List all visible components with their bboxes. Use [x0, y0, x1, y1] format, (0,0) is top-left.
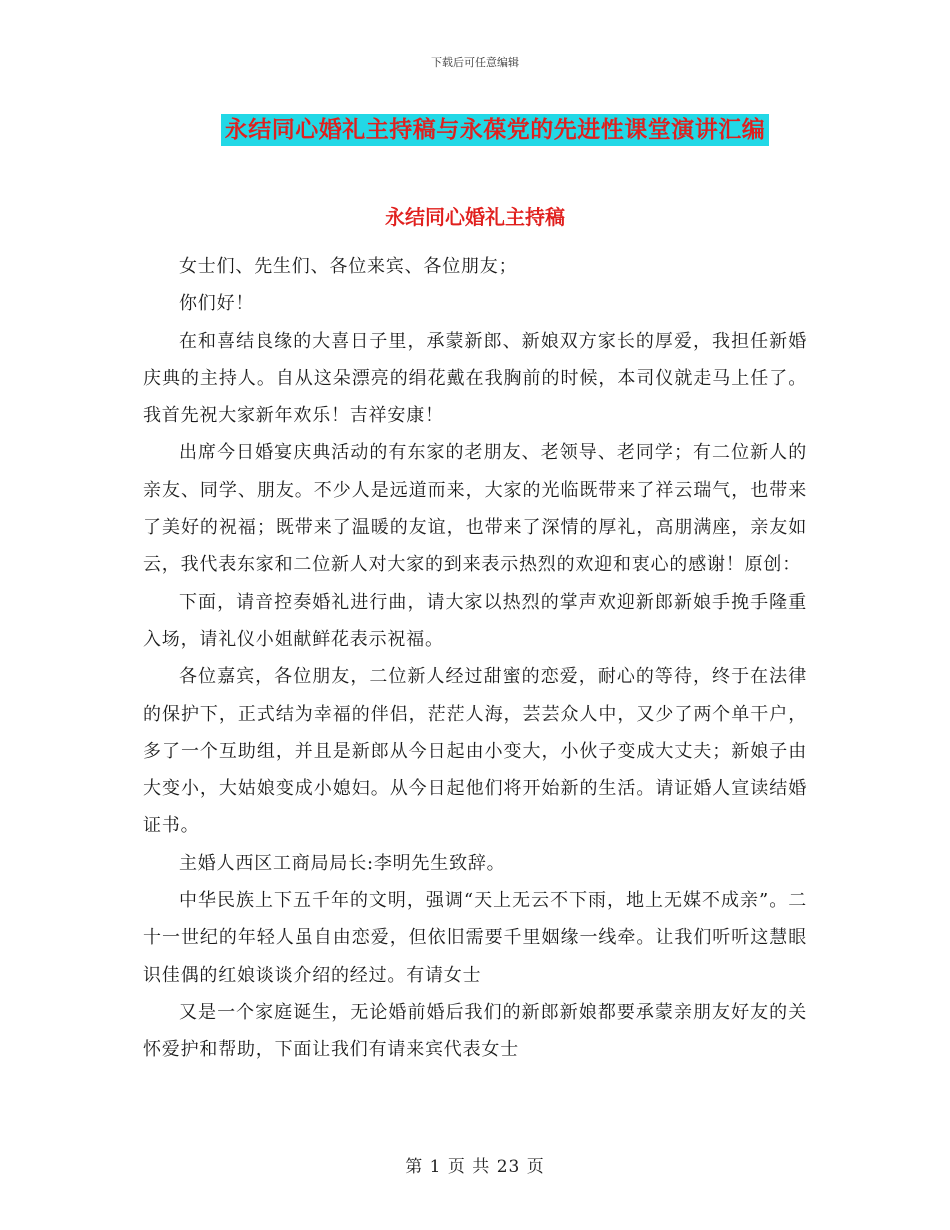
- paragraph-guests: 出席今日婚宴庆典活动的有东家的老朋友、老领导、老同学；有二位新人的亲友、同学、朋友。不少人是远道而来，大家的光临既带来了祥云瑞气，也带来了美好的祝福；既带来了温暖的友谊，也带来了深情的厚礼，高朋满座，亲友如云，我代表东家和二位新人对大家的到来表示热烈的欢迎和衷心的感谢！原创：: [143, 442, 807, 576]
- paragraph-host-speech: 主婚人西区工商局局长:李明先生致辞。: [179, 852, 506, 874]
- page-header-note: 下载后可任意编辑: [431, 56, 519, 69]
- document-body: [143, 248, 807, 1069]
- page-number: 第 1 页 共 23 页: [405, 1157, 545, 1177]
- paragraph-entrance: 下面，请音控奏婚礼进行曲，请大家以热烈的掌声欢迎新郎新娘手挽手隆重入场，请礼仪小姐献鲜花表示祝福。: [143, 591, 807, 650]
- paragraph-matchmaker: 中华民族上下五千年的文明，强调“天上无云不下雨，地上无媒不成亲”。二十一世纪的年轻人虽自由恋爱，但依旧需要千里姻缘一线牵。让我们听听这慧眼识佳偶的红娘谈谈介绍的经过。有请女士: [143, 890, 807, 986]
- main-title: 永结同心婚礼主持稿与永葆党的先进性课堂演讲汇编: [221, 114, 770, 146]
- main-title-container: [0, 114, 950, 146]
- paragraph-greeting: 女士们、先生们、各位来宾、各位朋友；: [179, 256, 518, 277]
- section-title: 永结同心婚礼主持稿: [385, 205, 565, 229]
- paragraph-guest-rep: 又是一个家庭诞生，无论婚前婚后我们的新郎新娘都要承蒙亲朋友好友的关怀爱护和帮助，下面让我们有请来宾代表女士: [143, 1001, 807, 1061]
- paragraph-intro: 在和喜结良缘的大喜日子里，承蒙新郎、新娘双方家长的厚爱，我担任新婚庆典的主持人。自从这朵漂亮的绢花戴在我胸前的时候，本司仪就走马上任了。我首先祝大家新年欢乐！吉祥安康！: [143, 330, 807, 427]
- paragraph-hello: 你们好！: [179, 293, 255, 315]
- paragraph-union: 各位嘉宾，各位朋友，二位新人经过甜蜜的恋爱，耐心的等待，终于在法律的保护下，正式结为幸福的伴侣，茫茫人海，芸芸众人中，又少了两个单干户，多了一个互助组，并且是新郎从今日起由小变大，小伙子变成大丈夫；新娘子由大变小，大姑娘变成小媳妇。从今日起他们将开始新的生活。请证婚人宣读结婚证书。: [143, 666, 807, 837]
